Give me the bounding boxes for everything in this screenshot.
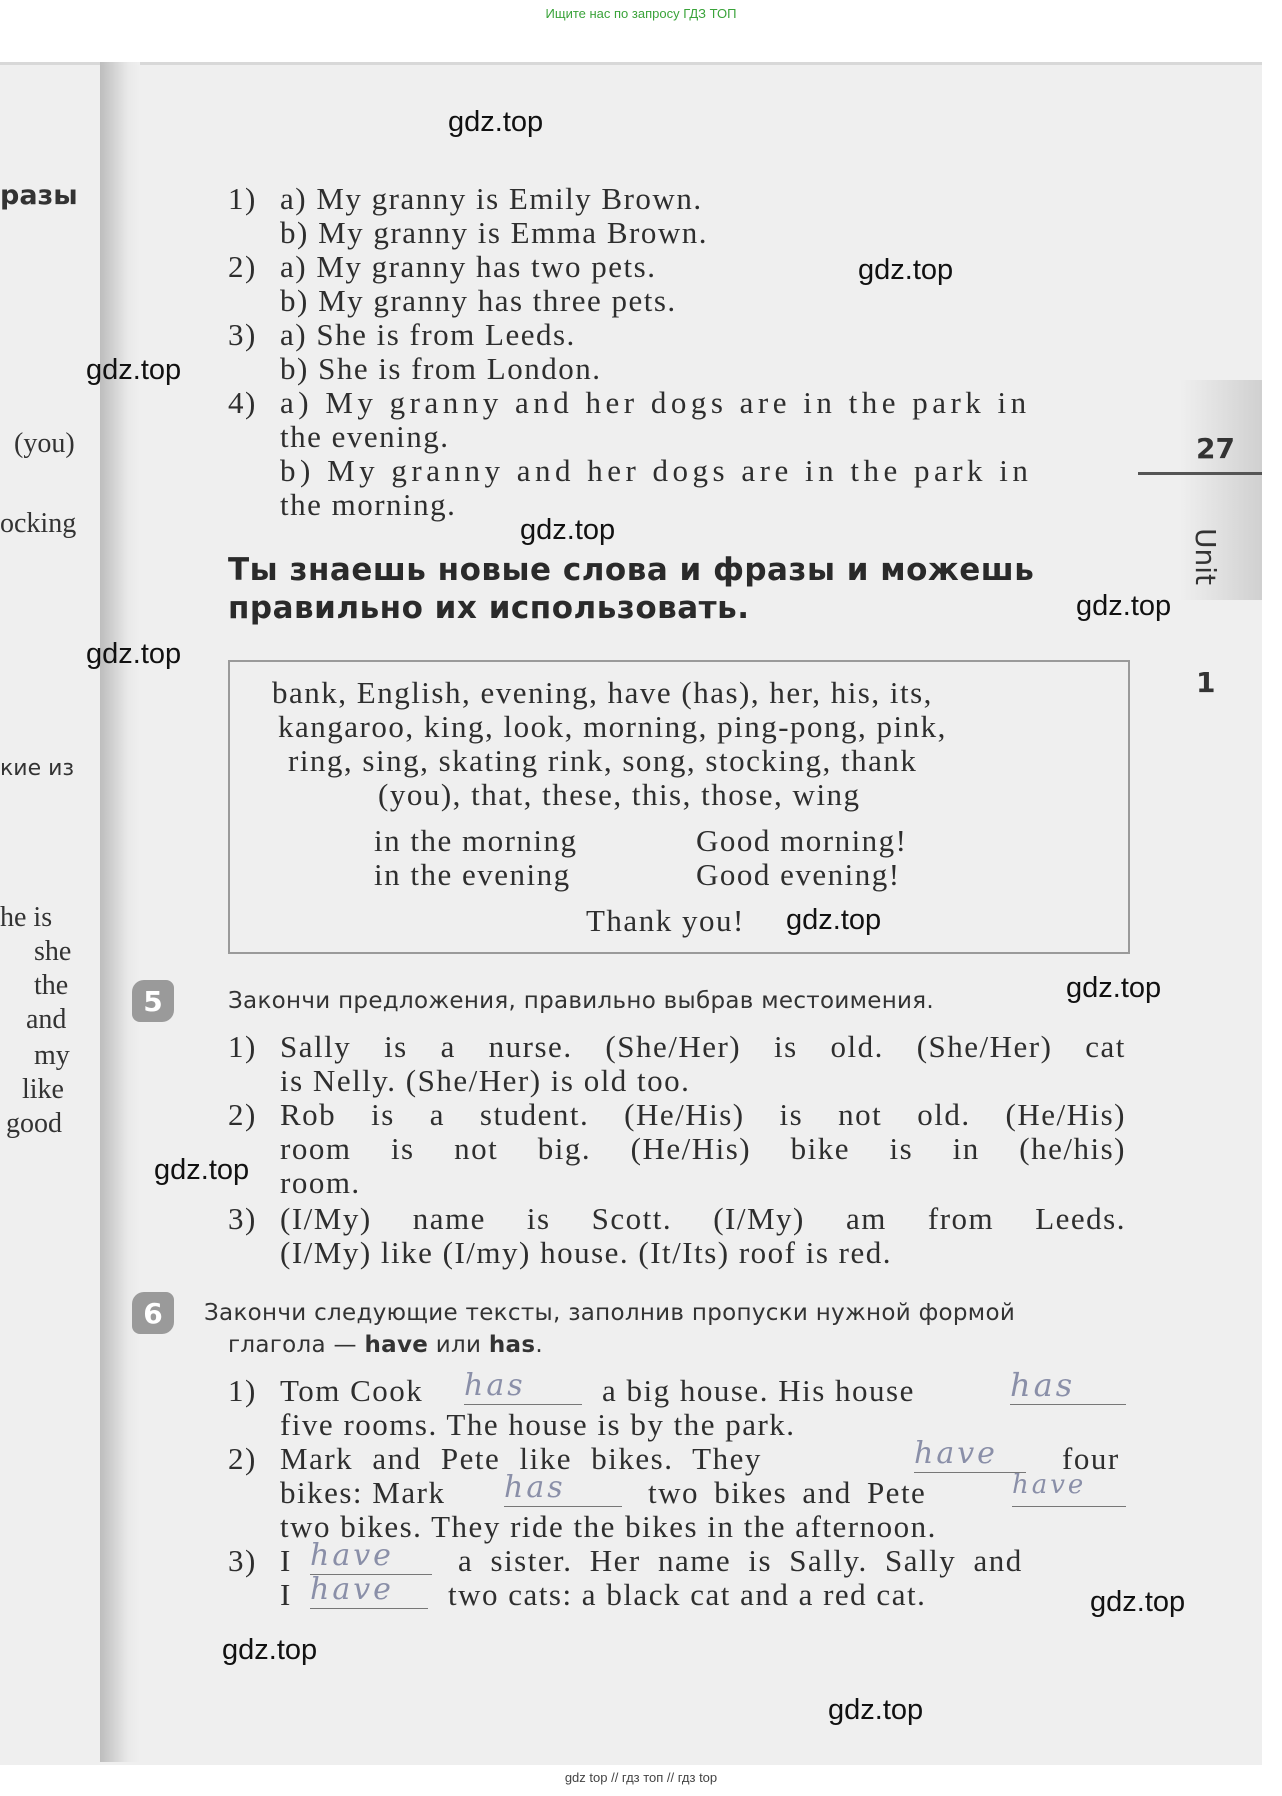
left-page-word: (you) (14, 428, 75, 459)
left-page-word: and (26, 1004, 67, 1035)
left-page-word: she (34, 936, 72, 967)
text: Tom Cook (280, 1373, 424, 1408)
exercise-5-item2-line2 (280, 1132, 1126, 1166)
watermark: gdz.top (1090, 1586, 1186, 1618)
watermark: gdz.top (154, 1154, 250, 1186)
option-b: b) My granny and her dogs are in the park in (280, 453, 1033, 488)
word: nurse. (488, 1029, 573, 1064)
left-page-word: the (34, 970, 69, 1001)
item-number: 1) (228, 181, 257, 216)
watermark: gdz.top (86, 354, 182, 386)
option-b: b) My granny is Emma Brown. (280, 215, 708, 250)
word: room (280, 1131, 352, 1166)
left-page-word: good (6, 1108, 62, 1139)
answer-blank[interactable]: have (914, 1436, 1026, 1473)
left-page-word: like (22, 1074, 64, 1105)
word: Leeds. (1035, 1201, 1126, 1236)
watermark: gdz.top (222, 1634, 318, 1666)
top-banner: Ищите нас по запросу ГДЗ ТОП (545, 6, 737, 21)
word: am (845, 1201, 887, 1236)
word: not (838, 1097, 883, 1132)
answer-blank[interactable]: have (1012, 1470, 1126, 1507)
text: five rooms. The house is by the park. (280, 1407, 796, 1442)
left-page-word: разы (0, 180, 78, 211)
watermark: gdz.top (786, 904, 882, 936)
option-b: b) She is from London. (280, 351, 602, 386)
watermark: gdz.top (448, 106, 544, 138)
item-number: 3) (228, 1201, 257, 1236)
item-number: 4) (228, 385, 257, 420)
pronoun-choice: (She/Her) (916, 1029, 1053, 1064)
option-a: a) My granny has two pets. (280, 249, 657, 284)
watermark: gdz.top (520, 514, 616, 546)
phrase: Good evening! (696, 857, 901, 892)
vocab-line: (you), that, these, this, those, wing (378, 777, 861, 812)
word: big. (537, 1131, 592, 1166)
option-a: a) She is from Leeds. (280, 317, 576, 352)
left-page-word: he is (0, 902, 53, 933)
answer-blank[interactable]: has (1010, 1366, 1126, 1405)
exercise-6-instruction-line2 (228, 1332, 543, 1358)
summary-heading-line1: Ты знаешь новые слова и фразы и можешь (228, 552, 1035, 588)
phrase: in the evening (374, 857, 571, 892)
pronoun-choice: (He/His) (624, 1097, 745, 1132)
list-item (228, 318, 1128, 352)
text: bikes: Mark (280, 1475, 446, 1510)
phrase: in the morning (374, 823, 578, 858)
summary-heading-line2: правильно их использовать. (228, 590, 750, 626)
instruction-bold: has (488, 1332, 536, 1358)
answer-blank[interactable]: has (464, 1368, 582, 1405)
pronoun-choice: (He/His) (1005, 1097, 1126, 1132)
word: is (773, 1029, 798, 1064)
option-b: b) My granny has three pets. (280, 283, 677, 318)
instruction-text: или (428, 1332, 489, 1358)
text: two bikes and Pete (648, 1475, 927, 1510)
phrase: Thank you! (586, 903, 745, 938)
text: four (1062, 1441, 1120, 1476)
text: two cats: a black cat and a red cat. (448, 1577, 927, 1612)
left-page-word: ocking (0, 508, 77, 539)
list-item (228, 386, 1128, 420)
exercise-5-item1-line1 (280, 1030, 1126, 1064)
word: is (526, 1201, 551, 1236)
pronoun-choice: (I/My) (280, 1201, 372, 1236)
word: is (390, 1131, 415, 1166)
list-item (228, 182, 1128, 216)
pronoun-choice: (he/his) (1019, 1131, 1126, 1166)
watermark: gdz.top (828, 1694, 924, 1726)
word: cat (1085, 1029, 1126, 1064)
watermark: gdz.top (1066, 972, 1162, 1004)
option-a: a) My granny is Emily Brown. (280, 181, 703, 216)
text: I (280, 1543, 292, 1578)
word: name (412, 1201, 486, 1236)
page-number-rule (1138, 472, 1262, 475)
footer: gdz top // гдз топ // гдз top (564, 1770, 718, 1785)
exercise-4-list (228, 182, 1128, 522)
book-spine-shadow (100, 62, 140, 1762)
vocab-line: bank, English, evening, have (has), her, his, its, (272, 675, 933, 710)
unit-label: Unit (1189, 528, 1222, 585)
exercise-6-badge: 6 (132, 1292, 174, 1334)
page-number: 27 (1196, 432, 1235, 465)
pronoun-choice: (She/Her) (605, 1029, 742, 1064)
exercise-5-item3-line1 (280, 1202, 1126, 1236)
instruction-text: глагола — (228, 1332, 365, 1358)
word: a (440, 1029, 456, 1064)
word: a (429, 1097, 445, 1132)
word: is (371, 1097, 395, 1132)
vocab-line: ring, sing, skating rink, song, stocking, thank (288, 743, 918, 778)
option-a-continued: the evening. (280, 419, 450, 454)
text: Mark and Pete like bikes. They (280, 1441, 762, 1476)
word: in (952, 1131, 980, 1166)
answer-blank[interactable]: has (504, 1470, 622, 1507)
exercise-5-instruction: Закончи предложения, правильно выбрав местоимения. (228, 988, 935, 1014)
exercise-5-badge: 5 (132, 980, 174, 1022)
left-page-word: my (34, 1040, 70, 1071)
watermark: gdz.top (1076, 590, 1172, 622)
left-page-word: кие из (0, 756, 75, 781)
item-number: 3) (228, 317, 257, 352)
watermark: gdz.top (858, 254, 954, 286)
text: I (280, 1577, 292, 1612)
word: is (384, 1029, 408, 1064)
phrase: Good morning! (696, 823, 908, 858)
item-number: 2) (228, 249, 257, 284)
text: a sister. Her name is Sally. Sally and (458, 1543, 1023, 1578)
word: Scott. (591, 1201, 673, 1236)
text: two bikes. They ride the bikes in the afternoon. (280, 1509, 937, 1544)
list-item (228, 250, 1128, 284)
word: is (779, 1097, 804, 1132)
item-number: 2) (228, 1441, 257, 1476)
unit-number: 1 (1196, 666, 1216, 699)
word: old. (917, 1097, 971, 1132)
word: from (927, 1201, 995, 1236)
exercise-6-instruction-line1: Закончи следующие тексты, заполнив пропуски нужной формой (204, 1300, 1016, 1326)
answer-blank[interactable]: have (310, 1538, 432, 1575)
word: student. (479, 1097, 590, 1132)
option-b-continued: the morning. (280, 487, 457, 522)
exercise-5-item2-line1 (280, 1098, 1126, 1132)
word: not (454, 1131, 499, 1166)
vocab-line: kangaroo, king, look, morning, ping-pong, pink, (278, 709, 947, 744)
word: Rob (280, 1097, 337, 1132)
item-number: 1) (228, 1029, 257, 1064)
exercise-5-item2-line3: room. (280, 1165, 361, 1200)
word: old. (830, 1029, 884, 1064)
instruction-text: . (535, 1332, 543, 1358)
exercise-5-item3-line2: (I/My) like (I/my) house. (It/Its) roof is red. (280, 1235, 893, 1270)
item-number: 1) (228, 1373, 257, 1408)
instruction-bold: have (364, 1332, 429, 1358)
word: Sally (280, 1029, 352, 1064)
text: a big house. His house (602, 1373, 915, 1408)
exercise-5-item1-line2: is Nelly. (She/Her) is old too. (280, 1063, 691, 1098)
option-a: a) My granny and her dogs are in the park in (280, 385, 1031, 420)
pronoun-choice: (I/My) (713, 1201, 805, 1236)
item-number: 2) (228, 1097, 257, 1132)
watermark: gdz.top (86, 638, 182, 670)
word: is (889, 1131, 914, 1166)
item-number: 3) (228, 1543, 257, 1578)
answer-blank[interactable]: have (310, 1572, 428, 1609)
pronoun-choice: (He/His) (630, 1131, 752, 1166)
word: bike (790, 1131, 850, 1166)
